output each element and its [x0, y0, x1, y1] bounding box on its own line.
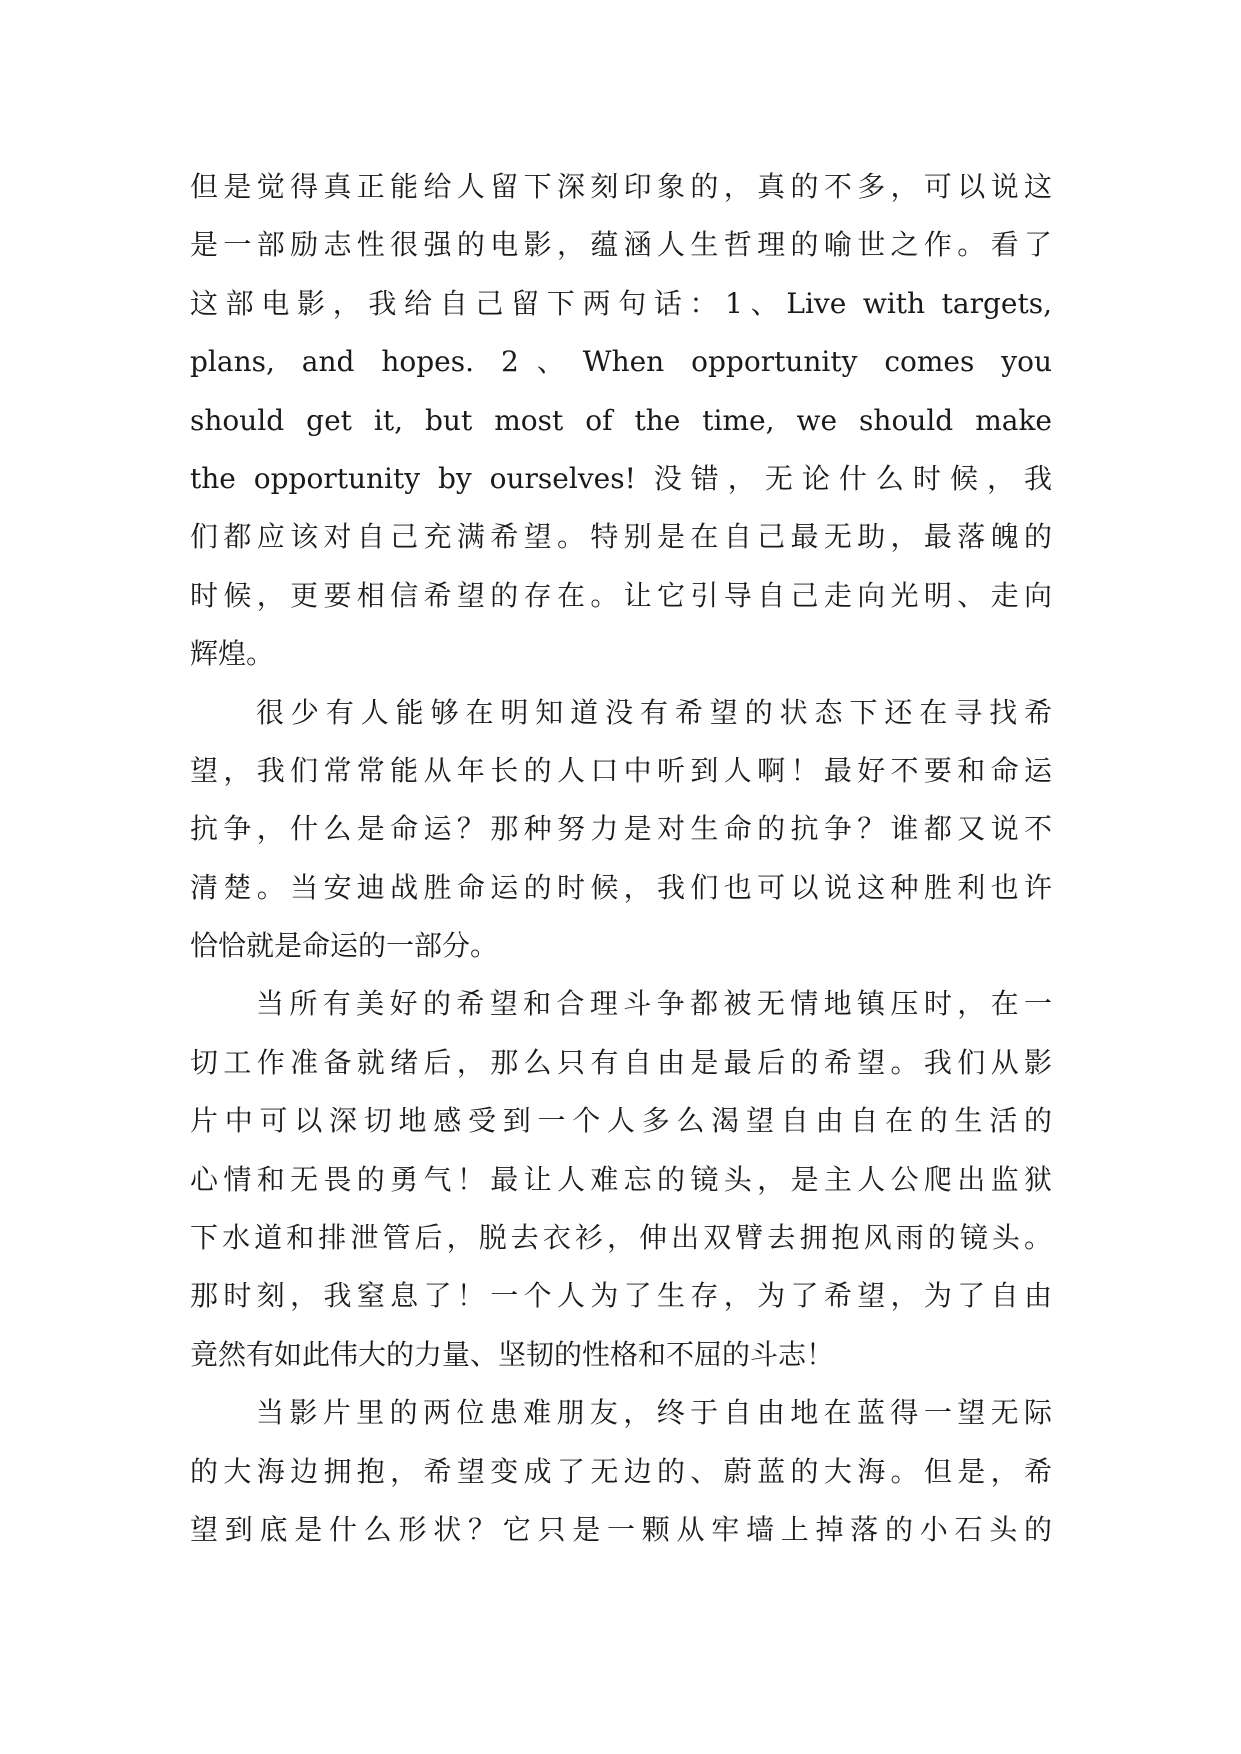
text-line-24: 望到底是什么形状？它只是一颗从牢墙上掉落的小石头的	[190, 1512, 1052, 1546]
text-line-23: 的大海边拥抱，希望变成了无边的、蔚蓝的大海。但是，希	[190, 1454, 1052, 1488]
text-line-21: 竟然有如此伟大的力量、坚韧的性格和不屈的斗志！	[190, 1337, 835, 1371]
text-line-17: 片中可以深切地感受到一个人多么渴望自由自在的生活的	[190, 1104, 1052, 1138]
text-line-18: 心情和无畏的勇气！最让人难忘的镜头，是主人公爬出监狱	[190, 1162, 1052, 1196]
text-line-6: the opportunity by ourselves! 没错，无论什么时候，我	[190, 461, 1052, 495]
text-line-5: should get it, but most of the time, we should make	[190, 403, 1052, 437]
text-line-10: 很少有人能够在明知道没有希望的状态下还在寻找希	[256, 695, 1052, 729]
article-body	[190, 158, 1052, 1559]
text-line-13: 清楚。当安迪战胜命运的时候，我们也可以说这种胜利也许	[190, 870, 1052, 904]
text-line-7: 们都应该对自己充满希望。特别是在自己最无助，最落魄的	[190, 520, 1052, 554]
text-line-16: 切工作准备就绪后，那么只有自由是最后的希望。我们从影	[190, 1045, 1052, 1079]
text-line-22: 当影片里的两位患难朋友，终于自由地在蓝得一望无际	[256, 1396, 1052, 1430]
text-line-12: 抗争，什么是命运？那种努力是对生命的抗争？谁都又说不	[190, 812, 1052, 846]
text-line-8: 时候，更要相信希望的存在。让它引导自己走向光明、走向	[190, 578, 1052, 612]
text-line-1: 但是觉得真正能给人留下深刻印象的，真的不多，可以说这	[190, 170, 1052, 203]
text-line-11: 望，我们常常能从年长的人口中听到人啊！最好不要和命运	[190, 753, 1052, 787]
text-line-20: 那时刻，我窒息了！一个人为了生存，为了希望，为了自由	[190, 1279, 1052, 1313]
text-line-15: 当所有美好的希望和合理斗争都被无情地镇压时，在一	[256, 987, 1052, 1021]
text-line-2: 是一部励志性很强的电影，蕴涵人生哲理的喻世之作。看了	[190, 228, 1052, 262]
text-line-4: plans, and hopes. 2、When opportunity comes you	[190, 345, 1052, 379]
text-line-9: 辉煌。	[190, 637, 275, 671]
text-line-19: 下水道和排泄管后，脱去衣衫，伸出双臂去拥抱风雨的镜头。	[190, 1221, 1052, 1255]
text-line-14: 恰恰就是命运的一部分。	[190, 929, 499, 963]
text-line-3: 这部电影，我给自己留下两句话：1、Live with targets,	[190, 286, 1052, 320]
